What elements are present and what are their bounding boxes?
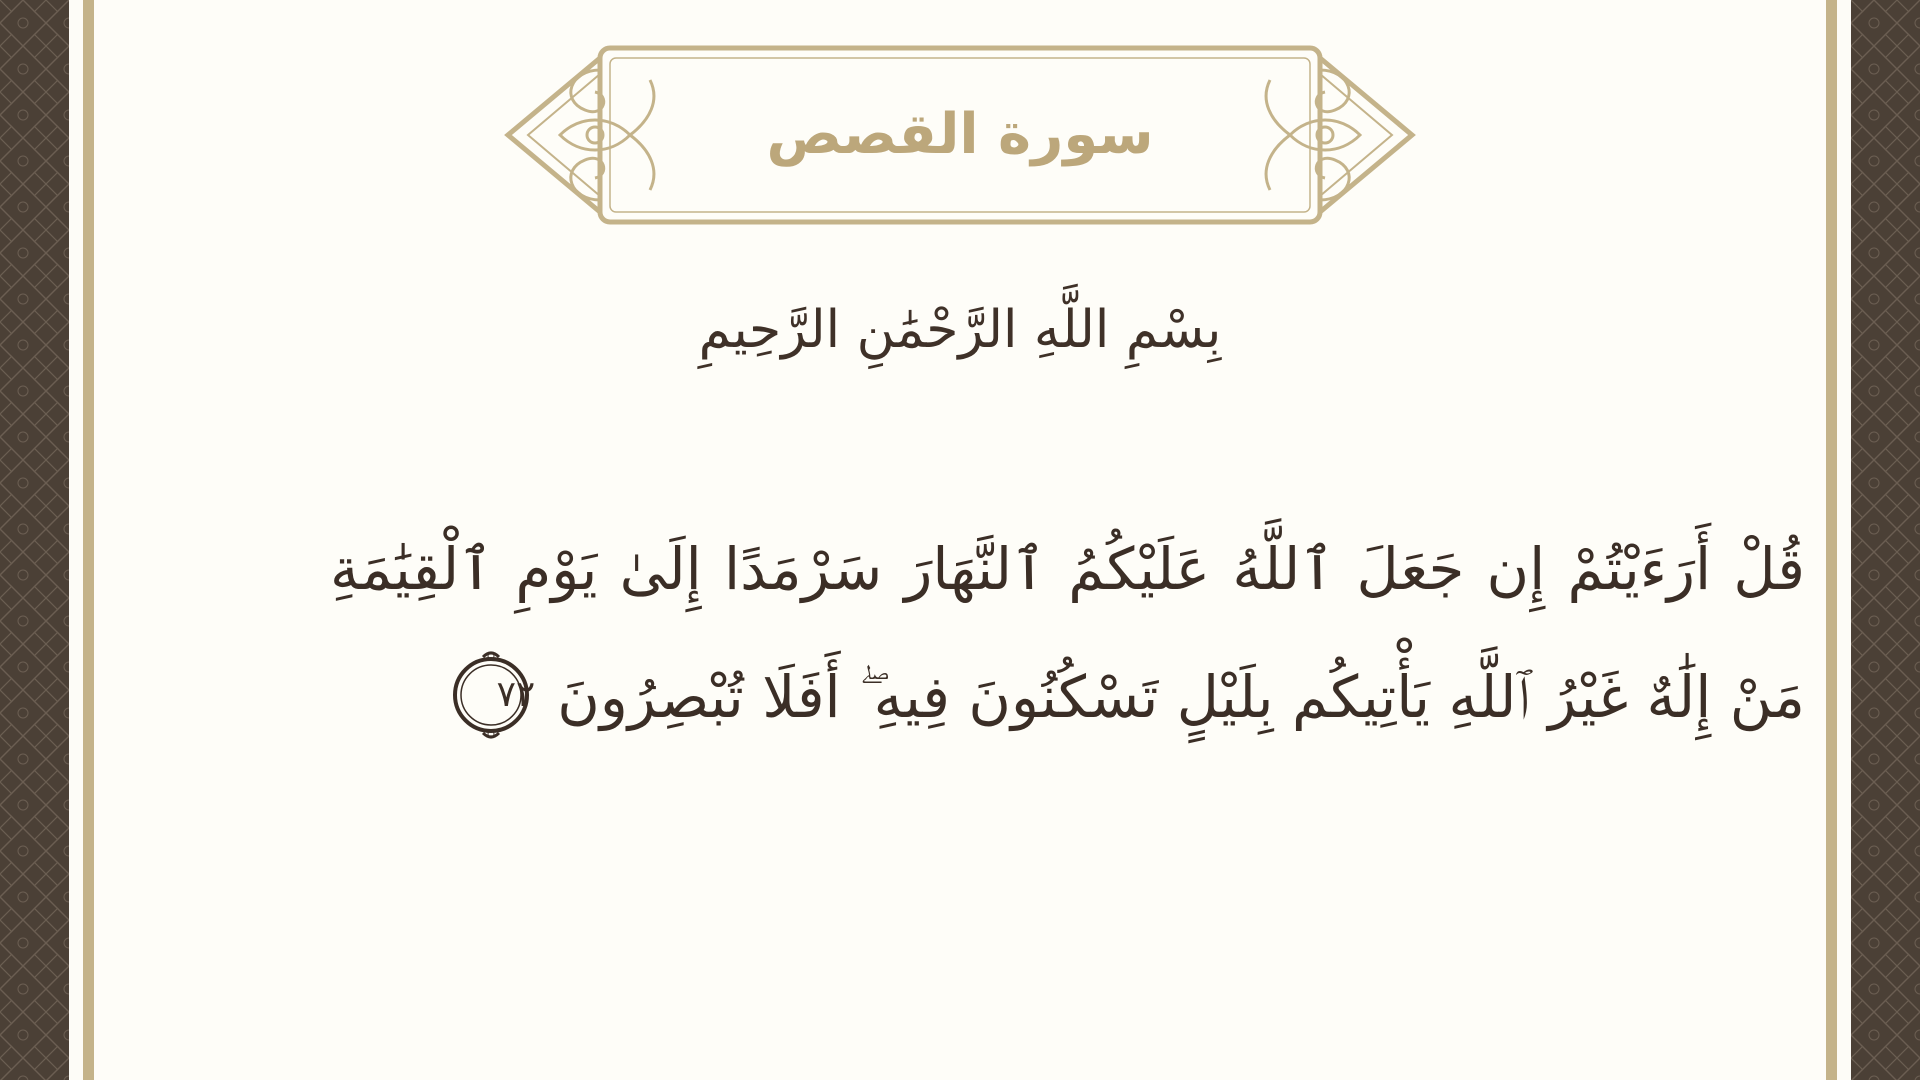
left-gold-rule	[83, 0, 94, 1080]
ayah-text-block	[330, 505, 1805, 761]
right-ornamental-border	[1851, 0, 1920, 1080]
surah-title: سورة القصص	[766, 102, 1154, 167]
ayah-line-2-text: مَنْ إِلَٰهٌ غَيْرُ ٱللَّهِ يَأْتِيكُم بِلَيْلٍ تَسْكُنُونَ فِيهِ ۖ أَفَلَا تُبْصِرُونَ	[557, 663, 1805, 731]
ayah-end-marker	[447, 651, 535, 739]
basmala: بِسْمِ اللَّهِ الرَّحْمَٰنِ الرَّحِيمِ	[698, 300, 1222, 360]
right-gold-rule	[1826, 0, 1837, 1080]
left-ornamental-border	[0, 0, 69, 1080]
ayah-line-1: قُلْ أَرَءَيْتُمْ إِن جَعَلَ ٱللَّهُ عَلَيْكُمُ ٱلنَّهَارَ سَرْمَدًا إِلَىٰ يَوْمِ ٱلْقِيَٰمَةِ	[330, 535, 1805, 603]
ayah-number: ٧٢	[496, 673, 536, 715]
ayah-line-2	[330, 633, 1805, 761]
surah-header-banner	[500, 40, 1420, 230]
